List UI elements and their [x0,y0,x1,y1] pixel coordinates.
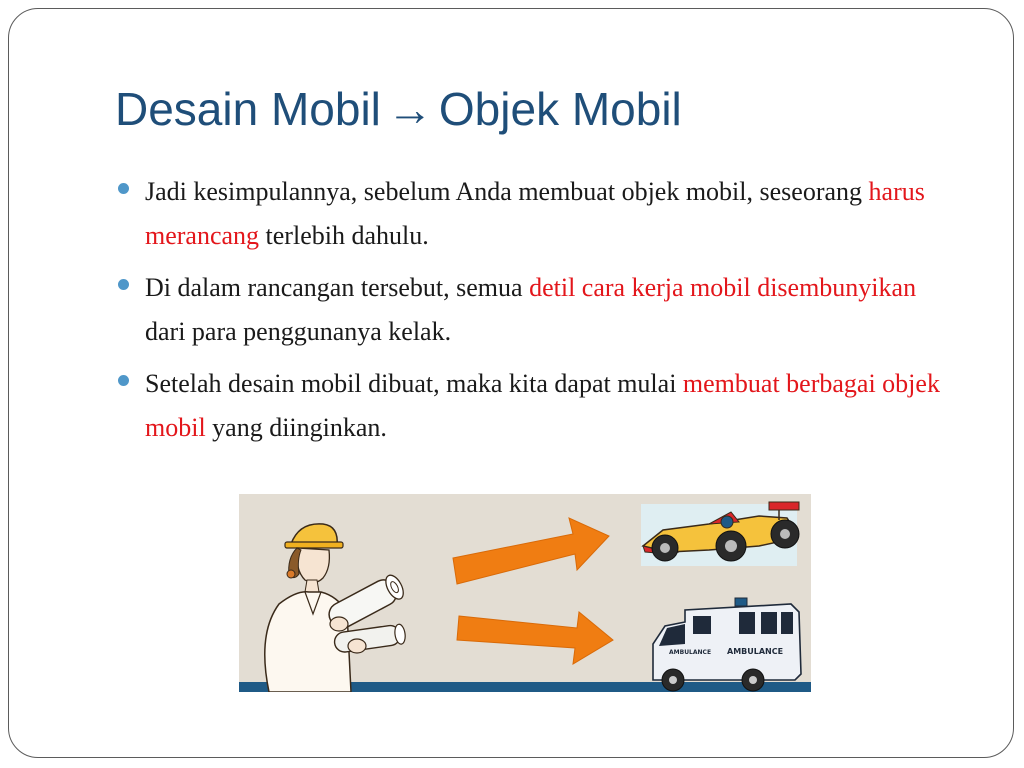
slide-title [115,82,682,136]
right-arrow-icon: → [386,83,433,135]
bullet-highlight: harus merancang [145,177,925,250]
ambulance-rear-label: AMBULANCE [727,647,784,656]
bullet-text: Jadi kesimpulannya, sebelum Anda membuat objek mobil, seseorang [145,177,869,206]
bullet-text: Di dalam rancangan tersebut, semua [145,273,530,302]
bullet-text: Setelah desain mobil dibuat, maka kita dapat mulai [145,369,683,398]
bullet-text: dari para penggunanya kelak. [145,317,452,346]
bullet-item [118,266,958,354]
title-right: Objek Mobil [438,83,682,135]
bullet-dot-icon [118,375,129,386]
bullet-item [118,170,958,258]
ambulance-side-label: AMBULANCE [669,649,712,656]
bullet-highlight: detil cara kerja mobil disembunyikan [529,273,917,302]
bullet-highlight: membuat berbagai objek mobil [145,369,940,442]
bullet-dot-icon [118,279,129,290]
bullet-text: terlebih dahulu. [259,221,429,250]
design-to-object-illustration [239,494,811,692]
title-left: Desain Mobil [115,83,381,135]
race-car-icon [641,502,799,566]
bullet-item [118,362,958,450]
bullet-dot-icon [118,183,129,194]
bullet-text: yang diinginkan. [205,413,387,442]
bullet-list [118,170,958,458]
